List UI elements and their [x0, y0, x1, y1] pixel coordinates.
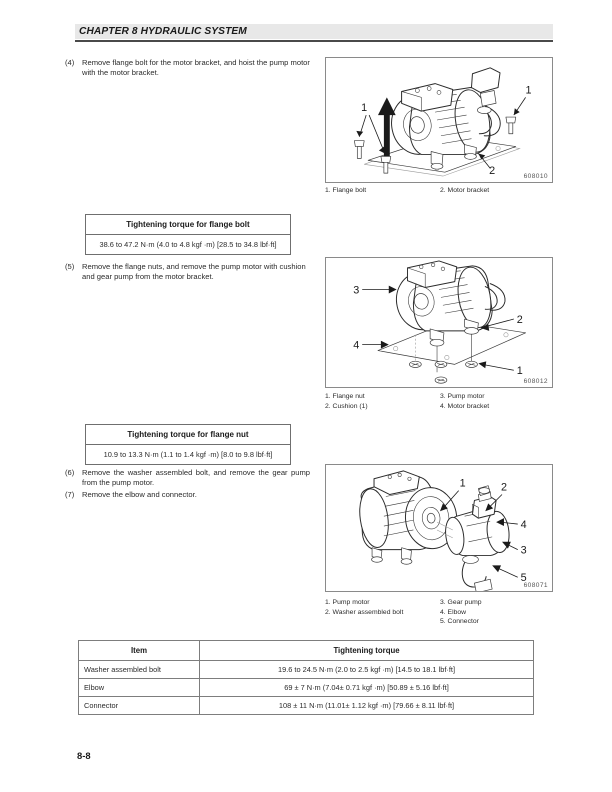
legend-item: 2. Washer assembled bolt	[325, 608, 404, 616]
page-number: 8-8	[77, 750, 91, 761]
svg-text:1: 1	[459, 477, 466, 490]
figure-2-legend-left	[325, 392, 438, 411]
legend-item: 3. Pump motor	[440, 393, 485, 400]
table-header-row	[79, 641, 534, 661]
torque-box-flange-bolt	[85, 214, 291, 255]
step-7-text: Remove the elbow and connector.	[82, 490, 197, 499]
torque-box-flange-nut-title: Tightening torque for flange nut	[86, 425, 290, 445]
header-rule	[75, 40, 553, 42]
svg-text:2: 2	[500, 481, 507, 494]
legend-item: 4. Motor bracket	[440, 402, 490, 410]
figure-3-legend-right	[438, 598, 553, 627]
svg-text:1: 1	[525, 84, 532, 97]
table-cell-item: Connector	[79, 697, 200, 715]
table-row	[79, 679, 534, 697]
torque-table	[78, 640, 534, 715]
legend-item: 3. Gear pump	[440, 599, 482, 606]
torque-box-flange-bolt-value: 38.6 to 47.2 N·m (4.0 to 4.8 kgf ·m) [28.5 to 34.8 lbf·ft]	[99, 240, 277, 249]
step-7-number: (7)	[65, 490, 75, 499]
figure-3-illustration	[326, 465, 552, 591]
torque-box-flange-bolt-title: Tightening torque for flange bolt	[86, 215, 290, 235]
torque-box-flange-nut-value: 10.9 to 13.3 N·m (1.1 to 1.4 kgf ·m) [8.0 to 9.8 lbf·ft]	[103, 450, 273, 459]
svg-text:1: 1	[361, 102, 368, 115]
table-cell-torque: 69 ± 7 N·m (7.04± 0.71 kgf ·m) [50.89 ± 5.16 lbf·ft]	[200, 679, 534, 697]
figure-3-legend-left	[325, 598, 438, 627]
figure-2-legend-right	[438, 392, 553, 411]
step-7	[62, 490, 310, 500]
figure-2-code: 608012	[523, 378, 548, 385]
figure-1-illustration	[326, 58, 552, 182]
svg-text:1: 1	[516, 365, 523, 378]
figure-flange-nut-removal	[325, 257, 553, 388]
torque-box-flange-nut	[85, 424, 291, 465]
svg-text:4: 4	[353, 339, 360, 352]
table-row	[79, 661, 534, 679]
step-6-number: (6)	[65, 468, 75, 477]
figure-3-code: 608071	[523, 582, 548, 589]
figure-1-legend-left	[325, 186, 438, 196]
step-4	[62, 58, 310, 77]
figure-3-legend	[325, 598, 553, 627]
legend-item: 1. Pump motor	[325, 599, 370, 606]
step-5-text: Remove the flange nuts, and remove the pump motor with cushion and gear pump from the motor bracket.	[82, 262, 306, 281]
figure-2-illustration	[326, 258, 552, 387]
table-cell-torque: 108 ± 11 N·m (11.01± 1.12 kgf ·m) [79.66 ± 8.11 lbf·ft]	[200, 697, 534, 715]
legend-item: 2. Cushion (1)	[325, 402, 368, 410]
svg-text:2: 2	[516, 313, 523, 326]
step-6	[62, 468, 310, 487]
step-6-text: Remove the washer assembled bolt, and remove the gear pump from the pump motor.	[82, 468, 310, 487]
step-5-number: (5)	[65, 262, 75, 271]
chapter-title: CHAPTER 8 HYDRAULIC SYSTEM	[79, 26, 247, 37]
table-header-torque: Tightening torque	[200, 641, 534, 661]
legend-item: 4. Elbow	[440, 608, 467, 616]
legend-item: 2. Motor bracket	[440, 187, 490, 194]
step-5	[62, 262, 310, 281]
legend-item: 1. Flange bolt	[325, 187, 367, 194]
table-row	[79, 697, 534, 715]
svg-text:3: 3	[520, 544, 527, 557]
step-4-number: (4)	[65, 58, 75, 67]
table-cell-torque: 19.6 to 24.5 N·m (2.0 to 2.5 kgf ·m) [14.5 to 18.1 lbf·ft]	[200, 661, 534, 679]
step-4-text: Remove flange bolt for the motor bracket, and hoist the pump motor with the motor bracket.	[82, 58, 310, 77]
table-cell-item: Elbow	[79, 679, 200, 697]
figure-2-legend	[325, 392, 553, 411]
figure-gear-pump-removal	[325, 464, 553, 592]
figure-pump-motor-hoist	[325, 57, 553, 183]
figure-1-legend	[325, 186, 553, 196]
table-cell-item: Washer assembled bolt	[79, 661, 200, 679]
legend-item: 5. Connector	[440, 618, 479, 626]
svg-text:5: 5	[520, 572, 527, 585]
legend-item: 1. Flange nut	[325, 393, 365, 400]
svg-text:3: 3	[353, 284, 360, 297]
table-header-item: Item	[79, 641, 200, 661]
figure-1-legend-right	[438, 186, 553, 196]
figure-1-code: 608010	[523, 173, 548, 180]
svg-text:2: 2	[489, 165, 496, 178]
svg-text:4: 4	[520, 519, 527, 531]
